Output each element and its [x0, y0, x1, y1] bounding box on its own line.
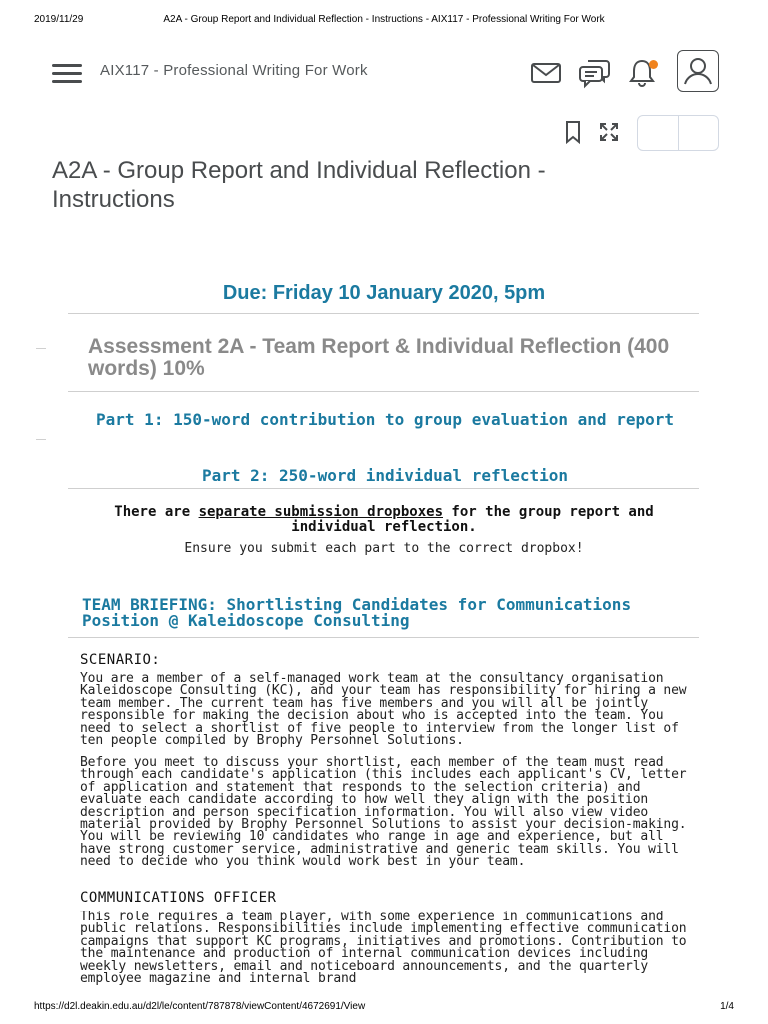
print-date: 2019/11/29: [34, 14, 84, 25]
user-avatar-button[interactable]: [677, 50, 719, 92]
dropbox-note: There are separate submission dropboxes for the group report and individual reflection.: [114, 504, 654, 535]
assessment-heading: Assessment 2A - Team Report & Individual Reflection (400 words) 10%: [88, 335, 670, 380]
divider: [68, 313, 699, 314]
print-url: https://d2l.deakin.edu.au/d2l/le/content/787878/viewContent/4672691/View: [34, 1001, 366, 1012]
scenario-paragraph-2: Before you meet to discuss your shortlist, each member of the team must read through each candidate's application (this includes each applicant's CV, letter of application and statement that responds to the selection criteria) and evaluate each candidate according to how well they align with the position description and person specification information. You will also view video material provided by Brophy Personnel Solutions to assist your decision-making. You will be reviewing 10 candidates who range in age and experience, but all have strong customer service, administrative and generic team skills. You will need to decide who you think would work best in your team.: [80, 755, 687, 870]
divider: [36, 348, 46, 349]
bell-icon[interactable]: [624, 56, 660, 90]
course-name[interactable]: AIX117 - Professional Writing For Work: [100, 62, 368, 79]
content-toolbar: [0, 113, 768, 153]
scenario-paragraph-1: You are a member of a self-managed work team at the consultancy organisation Kaleidoscope Consulting (KC), and your team has responsibility for hiring a new team member. The current team has five members and you will all be jointly responsible for making the decision about who is accepted into the team. You need to select a shortlist of five people to interview from the longer list of ten people compiled by Brophy Personnel Solutions.: [80, 671, 687, 749]
part1-heading: Part 1: 150-word contribution to group evaluation and report: [96, 410, 674, 429]
print-page-number: 1/4: [720, 1001, 734, 1012]
topic-navigation: [637, 115, 719, 151]
next-topic-button[interactable]: [679, 116, 719, 150]
notification-dot: [649, 60, 658, 69]
fullscreen-icon[interactable]: [599, 122, 619, 147]
navbar: [0, 42, 768, 102]
user-icon: [678, 51, 718, 91]
dropbox-link[interactable]: separate submission dropboxes: [198, 504, 443, 520]
chat-icon[interactable]: [576, 56, 612, 90]
menu-icon[interactable]: [52, 64, 82, 84]
ensure-note: Ensure you submit each part to the correct dropbox!: [184, 541, 584, 556]
divider: [68, 637, 699, 638]
bookmark-icon[interactable]: [563, 120, 583, 149]
team-briefing-heading: TEAM BRIEFING: Shortlisting Candidates for Communications Position @ Kaleidoscope Consulting: [82, 595, 632, 630]
mail-icon[interactable]: [528, 56, 564, 90]
divider: [36, 439, 46, 440]
previous-topic-button[interactable]: [638, 116, 678, 150]
divider: [68, 391, 699, 392]
part2-heading: Part 2: 250-word individual reflection: [201, 466, 569, 485]
due-date: Due: Friday 10 January 2020, 5pm: [222, 282, 546, 304]
officer-paragraph-1: This role requires a team player, with some experience in communications and public relations. Responsibilities include implementing effective communication campaigns that support KC programs, initiatives and promotions. Contribution to the maintenance and production of internal communication devices including weekly newsletters, email and noticeboard announcements, and the quarterly employee magazine and internal brand: [80, 911, 687, 987]
page-title: A2A - Group Report and Individual Reflection - Instructions: [52, 157, 546, 213]
divider: [68, 488, 699, 489]
officer-label: COMMUNICATIONS OFFICER: [80, 890, 277, 906]
print-title: A2A - Group Report and Individual Reflection - Instructions - AIX117 - Professional Writing For Work: [163, 14, 605, 25]
scenario-label: SCENARIO:: [80, 652, 161, 668]
